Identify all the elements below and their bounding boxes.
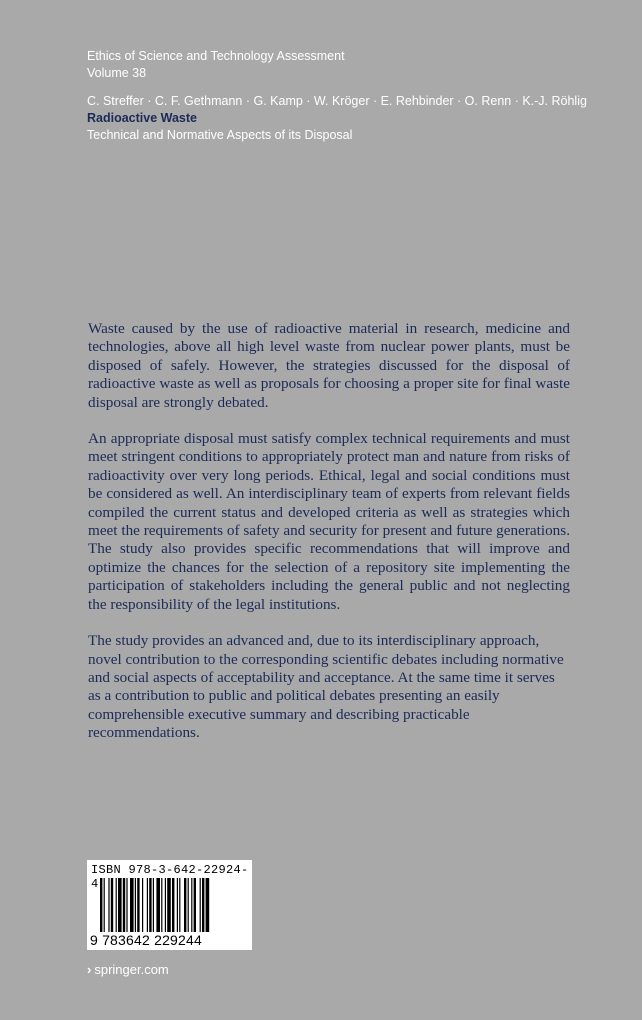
barcode-bar [108, 878, 109, 932]
barcode-bar [172, 878, 174, 932]
series-volume: Volume 38 [87, 66, 147, 80]
barcode-bar [161, 878, 162, 932]
blurb-paragraph-1: Waste caused by the use of radioactive material in research, medicine and technologies, above all high level waste from nuclear power plants, must be disposed of safely. However, the strategies discussed for the disposal of radioactive waste as well as proposals for choosing a proper site for final waste disposal are strongly debated. [88, 320, 570, 411]
barcode-bar [167, 878, 171, 932]
book-title: Radioactive Waste [87, 111, 197, 125]
chevron-right-icon: › [87, 962, 92, 977]
barcode-bar [116, 878, 117, 932]
barcode-bar [165, 878, 166, 932]
barcode-bar [135, 878, 136, 932]
barcode-bar [194, 878, 196, 932]
series-info [87, 48, 345, 82]
barcode-bar [153, 878, 154, 932]
blurb-paragraph-3: The study provides an advanced and, due to its interdisciplinary approach, novel contribution to the corresponding scientific debates including normative and social aspects of acceptability and acceptance. At the same time it serves as a contribution to public and political debates presenting an easily comprehensible executive summary and describing practicable recommendations. [88, 632, 564, 742]
barcode-bar [191, 878, 192, 932]
barcode-bar [200, 878, 201, 932]
barcode-bar [111, 878, 113, 932]
barcode-bar [188, 878, 189, 932]
barcode-bar [137, 878, 139, 932]
barcode-bar [147, 878, 148, 932]
barcode-bar [202, 878, 204, 932]
barcode-bar [104, 878, 105, 932]
barcode-bar [100, 878, 102, 932]
barcode-bar [142, 878, 143, 932]
isbn-label: ISBN 978-3-642-22924-4 [91, 863, 249, 891]
barcode-bar [130, 878, 134, 932]
publisher-url: springer.com [94, 962, 169, 977]
barcode-digits: 9 783642 229244 [90, 932, 202, 948]
barcode-bar [177, 878, 178, 932]
barcode-icon [100, 878, 240, 932]
book-authors: C. Streffer · C. F. Gethmann · G. Kamp · W. Kröger · E. Rehbinder · O. Renn · K.-J. Röhlig [87, 94, 587, 108]
book-subtitle: Technical and Normative Aspects of its Disposal [87, 128, 353, 142]
barcode-bar [126, 878, 127, 932]
series-name: Ethics of Science and Technology Assessment [87, 49, 345, 63]
barcode-bar [123, 878, 125, 932]
isbn-barcode-box [87, 860, 252, 950]
barcode-bar [118, 878, 122, 932]
back-cover-blurb [88, 320, 570, 761]
barcode-bar [149, 878, 151, 932]
barcode-bar [184, 878, 186, 932]
barcode-bar [179, 878, 180, 932]
blurb-paragraph-2: An appropriate disposal must satisfy complex technical requirements and must meet stringent conditions to appropriately protect man and nature from risks of radioactivity over very long periods. Ethical, legal and social conditions must be considered as well. An interdisciplinary team of experts from relevant fields compiled the current status and developed criteria as well as strategies which meet the requirements of safety and security for present and future generations. The study also provides specific recommendations that will improve and optimize the chances for the selection of a repository site implementing the participation of stakeholders including the general public and not neglecting the responsibility of the legal institutions. [88, 430, 570, 613]
barcode-bar [206, 878, 210, 932]
book-info [87, 93, 587, 144]
publisher-link[interactable] [87, 962, 169, 977]
barcode-bar [156, 878, 160, 932]
